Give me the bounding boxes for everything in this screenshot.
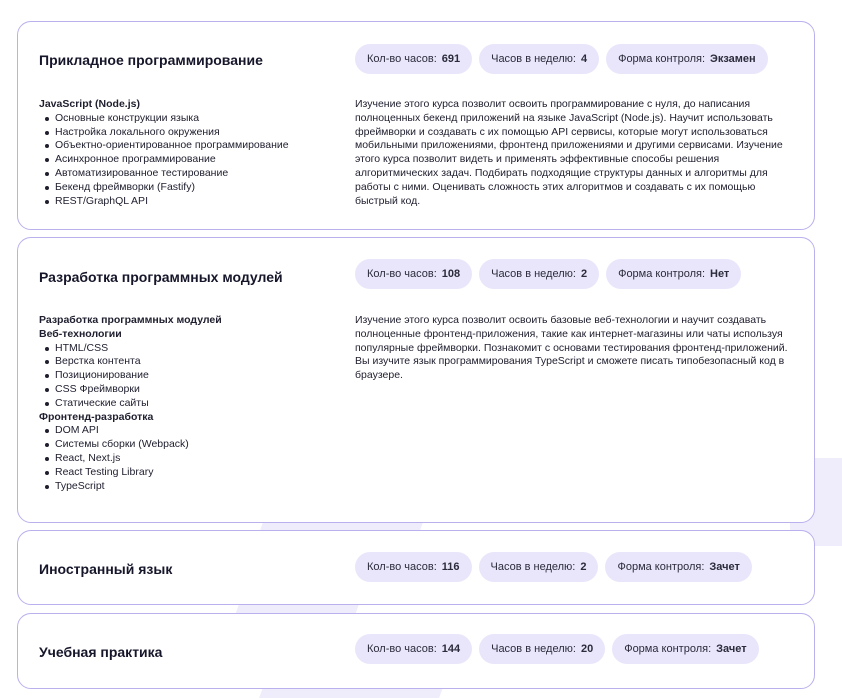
course-stats (355, 634, 759, 664)
list-item: Позиционирование (39, 369, 222, 383)
list-item: Верстка контента (39, 355, 222, 369)
weekly-hours-badge: Часов в неделю: 4 (479, 44, 599, 74)
weekly-hours-badge: Часов в неделю: 2 (479, 259, 599, 289)
list-item: Автоматизированное тестирование (39, 167, 289, 181)
list-item: REST/GraphQL API (39, 195, 289, 209)
weekly-hours-badge: Часов в неделю: 20 (479, 634, 605, 664)
control-form-badge: Форма контроля: Экзамен (606, 44, 768, 74)
list-item: CSS Фреймворки (39, 383, 222, 397)
list-item: TypeScript (39, 480, 222, 494)
list-item: Настройка локального окружения (39, 126, 289, 140)
course-stats (355, 552, 752, 582)
topics-list (39, 112, 289, 209)
topic-head: JavaScript (Node.js) (39, 98, 140, 110)
course-title: Разработка программных модулей (39, 269, 283, 285)
group-head: Веб-технологии (39, 327, 122, 340)
course-stats (355, 259, 741, 289)
topics-list (39, 342, 222, 411)
module-head: Разработка программных модулей (39, 314, 222, 326)
list-item: DOM API (39, 424, 222, 438)
group-head: Фронтенд-разработка (39, 410, 154, 423)
topics-column (39, 314, 222, 493)
list-item: Асинхронное программирование (39, 153, 289, 167)
list-item: Основные конструкции языка (39, 112, 289, 126)
list-item: Бекенд фреймворки (Fastify) (39, 181, 289, 195)
course-title: Прикладное программирование (39, 52, 263, 68)
list-item: Системы сборки (Webpack) (39, 438, 222, 452)
list-item: Статические сайты (39, 397, 222, 411)
list-item: React Testing Library (39, 466, 222, 480)
list-item: Объектно-ориентированное программирование (39, 139, 289, 153)
control-form-badge: Форма контроля: Зачет (605, 552, 751, 582)
control-form-badge: Форма контроля: Нет (606, 259, 741, 289)
course-card-foreign-language (17, 530, 815, 605)
hours-badge: Кол-во часов: 691 (355, 44, 472, 74)
topics-list (39, 424, 222, 493)
weekly-hours-badge: Часов в неделю: 2 (479, 552, 599, 582)
list-item: React, Next.js (39, 452, 222, 466)
course-card-applied-programming (17, 21, 815, 230)
topics-column (39, 98, 289, 208)
hours-badge: Кол-во часов: 108 (355, 259, 472, 289)
course-card-software-modules (17, 237, 815, 523)
course-title: Иностранный язык (39, 561, 173, 577)
course-description: Изучение этого курса позволит освоить базовые веб-технологии и научит создавать полноценные фронтенд-приложения, такие как интернет-магазины или чаты используя популярные фреймворки. Познакомит с основами тестирования фронтенд-приложений. Вы изучите язык программирования TypeScript и сможете писать типобезопасный код в браузере. (355, 314, 788, 382)
course-card-practice (17, 613, 815, 689)
course-title: Учебная практика (39, 644, 163, 660)
hours-badge: Кол-во часов: 144 (355, 634, 472, 664)
course-description: Изучение этого курса позволит освоить программирование с нуля, до написания полноценных бекенд приложений на языке JavaScript (Node.js). Научит использовать фреймворки и создавать с их помощью API сервисы, которые могут использоваться мобильными приложениями, фронтенд приложениями и другими сервисами. Изучение этого курса позволит видеть и применять эффективные способы решения алгоритмических задач. Подбирать подходящие структуры данных и алгоритмы для работы с ними. Оценивать сложность этих алгоритмов и создавать с их помощью быстрый код. (355, 98, 783, 207)
hours-badge: Кол-во часов: 116 (355, 552, 472, 582)
course-stats (355, 44, 768, 74)
control-form-badge: Форма контроля: Зачет (612, 634, 758, 664)
list-item: HTML/CSS (39, 342, 222, 356)
